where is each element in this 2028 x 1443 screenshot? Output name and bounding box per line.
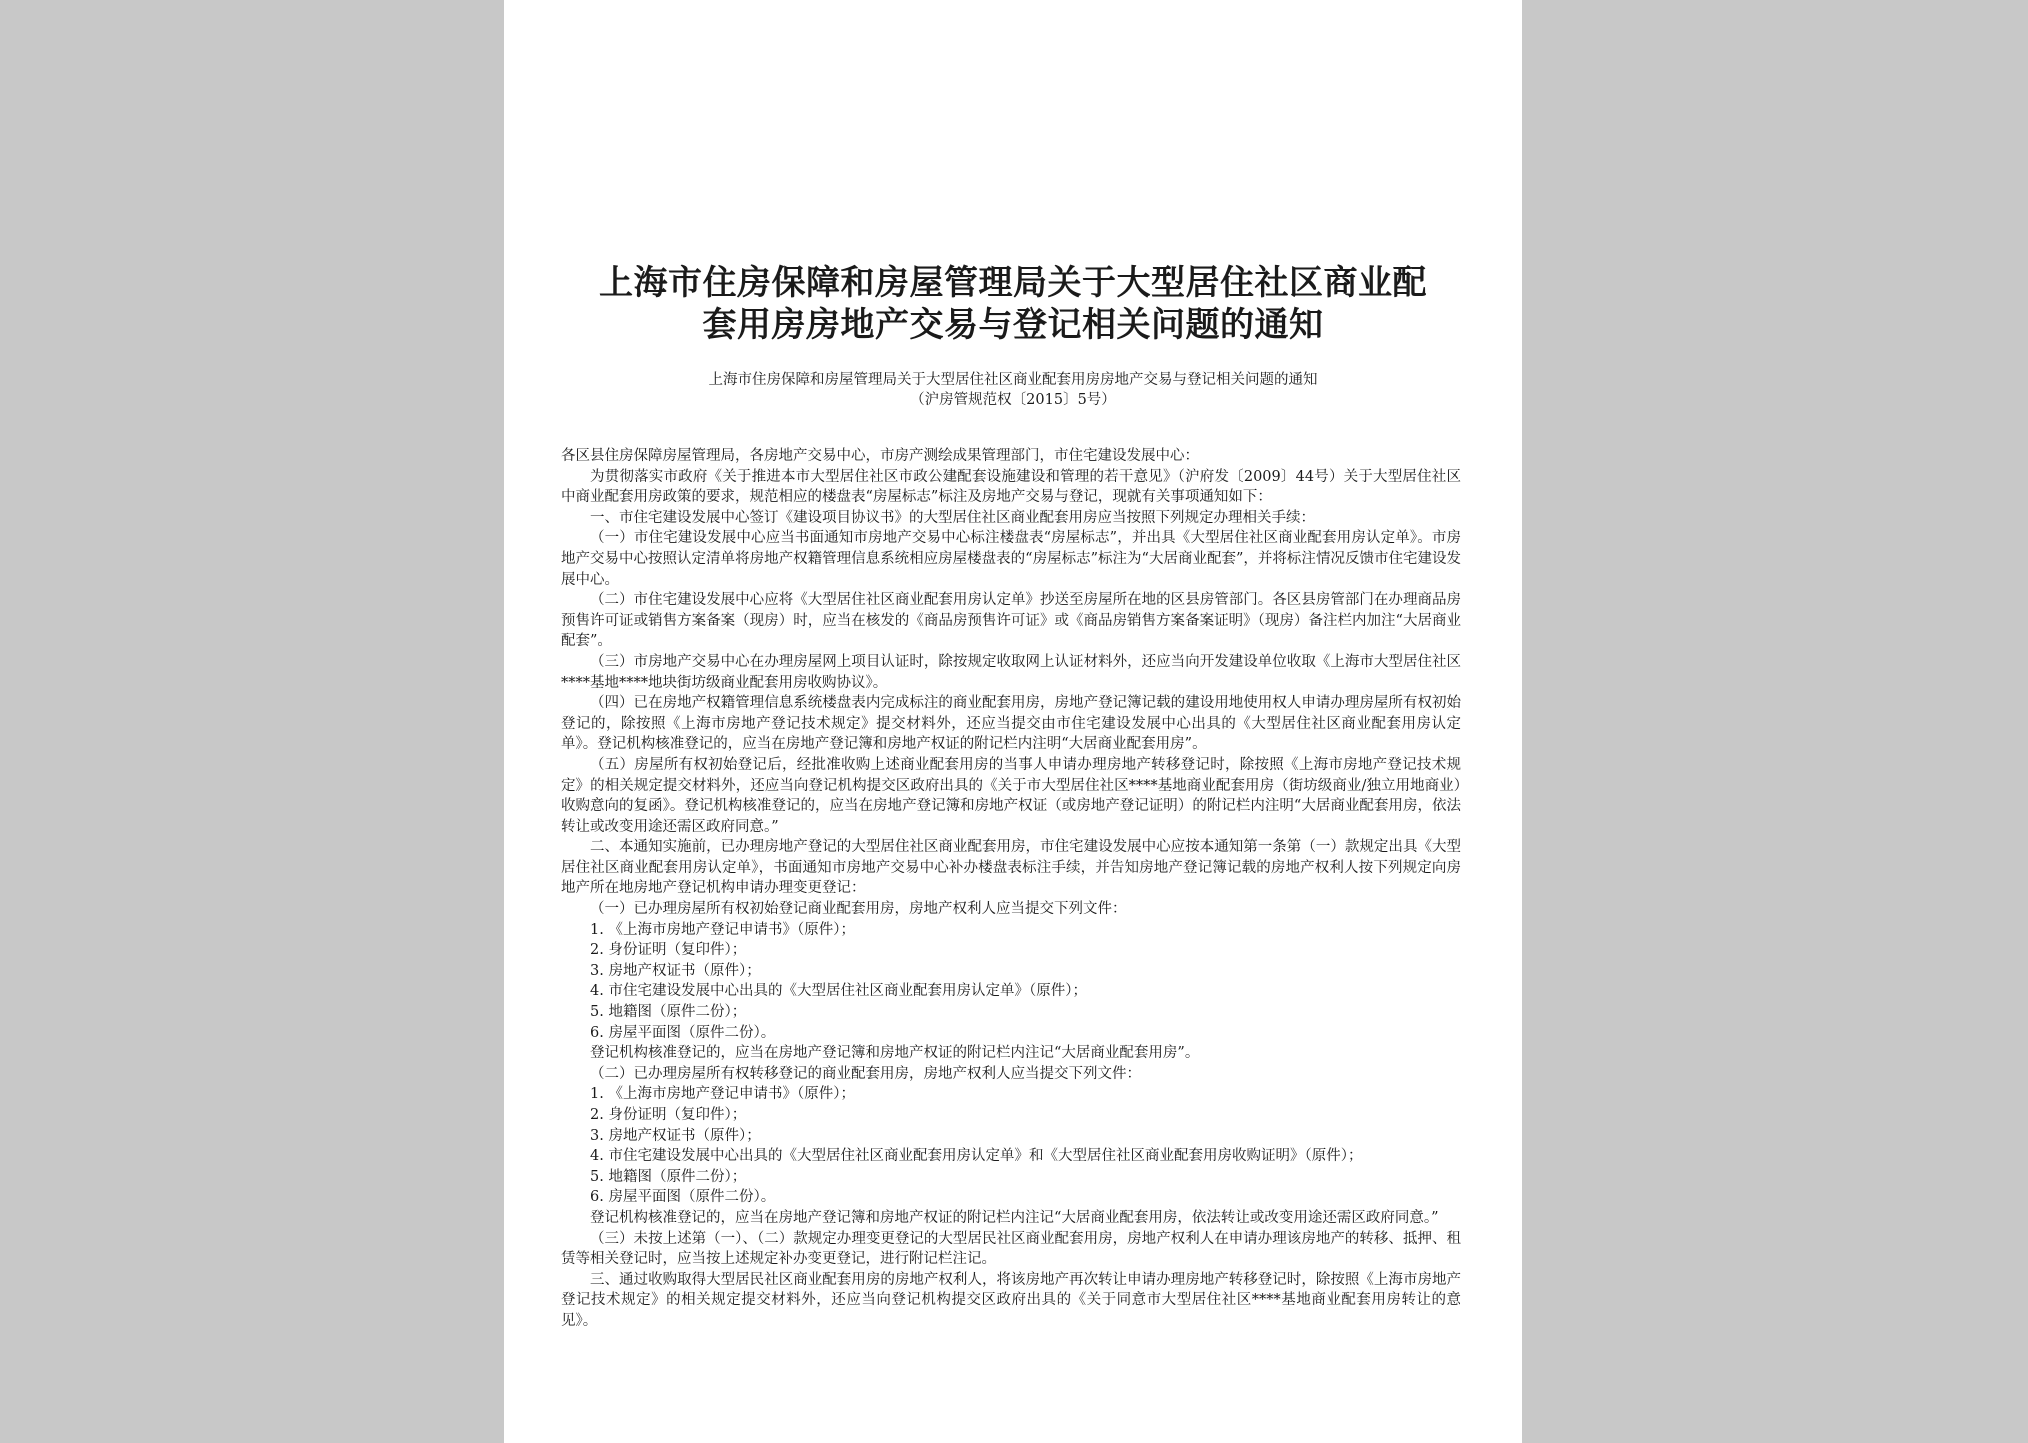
document-number: （沪房管规范权〔2015〕5号） <box>910 392 1116 408</box>
paragraph: 各区县住房保障房屋管理局，各房地产交易中心，市房产测绘成果管理部门，市住宅建设发展中心： <box>561 448 1199 464</box>
subtitle-line-1: 上海市住房保障和房屋管理局关于大型居住社区商业配套用房房地产交易与登记相关问题的通知 <box>708 372 1318 388</box>
paragraph: 2. 身份证明（复印件）； <box>590 1107 747 1123</box>
document-body <box>561 446 1461 1332</box>
paragraph: 登记机构核准登记的，应当在房地产登记簿和房地产权证的附记栏内注记“大居商业配套用房”。 <box>590 1045 1200 1062</box>
paragraph: 3. 房地产权证书（原件）； <box>590 962 761 979</box>
document-title <box>504 262 1522 346</box>
title-line-1: 上海市住房保障和房屋管理局关于大型居住社区商业配 <box>599 263 1427 303</box>
paragraph: 4. 市住宅建设发展中心出具的《大型居住社区商业配套用房认定单》（原件）； <box>590 983 1087 1000</box>
document-subtitle <box>504 370 1522 410</box>
paragraph: 登记机构核准登记的，应当在房地产登记簿和房地产权证的附记栏内注记“大居商业配套用房，依法转让或改变用途还需区政府同意。” <box>590 1209 1439 1226</box>
paragraph: 1. 《上海市房地产登记申请书》（原件）； <box>590 1086 855 1103</box>
paragraph: 二、本通知实施前，已办理房地产登记的大型居住社区商业配套用房，市住宅建设发展中心应按本通知第一条第（一）款规定出具《大型居住社区商业配套用房认定单》，书面通知市房地产交易中心补办楼盘表标注手续，并告知房地产登记簿记载的房地产权利人按下列规定向房地产所在地房地产登记机构申请办理变更登记： <box>561 839 1461 897</box>
paragraph: 一、市住宅建设发展中心签订《建设项目协议书》的大型居住社区商业配套用房应当按照下列规定办理相关手续： <box>590 509 1315 526</box>
paragraph: 5. 地籍图（原件二份）； <box>590 1168 747 1185</box>
paragraph: （五）房屋所有权初始登记后，经批准收购上述商业配套用房的当事人申请办理房地产转移登记时，除按照《上海市房地产登记技术规定》的相关规定提交材料外，还应当向登记机构提交区政府出具的《关于市大型居住社区****基地商业配套用房（街坊级商业/独立用地商业）收购意向的复函》。登记机构核准登记的，应当在房地产登记簿和房地产权证（或房地产登记证明）的附记栏内注明“大居商业配套用房，依法转让或改变用途还需区政府同意。” <box>561 756 1461 835</box>
paragraph: 4. 市住宅建设发展中心出具的《大型居住社区商业配套用房认定单》和《大型居住社区商业配套用房收购证明》（原件）； <box>590 1148 1363 1165</box>
paragraph: 3. 房地产权证书（原件）； <box>590 1127 761 1144</box>
paragraph: （一）已办理房屋所有权初始登记商业配套用房，房地产权利人应当提交下列文件： <box>590 901 1127 918</box>
paragraph: （二）已办理房屋所有权转移登记的商业配套用房，房地产权利人应当提交下列文件： <box>590 1065 1141 1082</box>
paragraph: （四）已在房地产权籍管理信息系统楼盘表内完成标注的商业配套用房，房地产登记簿记载的建设用地使用权人申请办理房屋所有权初始登记的，除按照《上海市房地产登记技术规定》提交材料外，还应当提交由市住宅建设发展中心出具的《大型居住社区商业配套用房认定单》。登记机构核准登记的，应当在房地产登记簿和房地产权证的附记栏内注明“大居商业配套用房”。 <box>561 695 1461 753</box>
paragraph: （一）市住宅建设发展中心应当书面通知市房地产交易中心标注楼盘表“房屋标志”，并出具《大型居住社区商业配套用房认定单》。市房地产交易中心按照认定清单将房地产权籍管理信息系统相应房屋楼盘表的“房屋标志”标注为“大居商业配套”，并将标注情况反馈市住宅建设发展中心。 <box>561 530 1461 588</box>
paragraph: （二）市住宅建设发展中心应将《大型居住社区商业配套用房认定单》抄送至房屋所在地的区县房管部门。各区县房管部门在办理商品房预售许可证或销售方案备案（现房）时，应当在核发的《商品房预售许可证》或《商品房销售方案备案证明》（现房）备注栏内加注“大居商业配套”。 <box>561 592 1461 650</box>
paragraph: （三）市房地产交易中心在办理房屋网上项目认证时，除按规定收取网上认证材料外，还应当向开发建设单位收取《上海市大型居住社区****基地****地块街坊级商业配套用房收购协议》。 <box>561 653 1461 691</box>
document-page <box>504 0 1522 1443</box>
paragraph: 2. 身份证明（复印件）； <box>590 942 747 959</box>
paragraph: 5. 地籍图（原件二份）； <box>590 1004 747 1021</box>
paragraph: 1. 《上海市房地产登记申请书》（原件）； <box>590 921 855 938</box>
title-line-2: 套用房房地产交易与登记相关问题的通知 <box>702 305 1324 345</box>
paragraph: （三）未按上述第（一）、（二）款规定办理变更登记的大型居民社区商业配套用房，房地产权利人在申请办理该房地产的转移、抵押、租赁等相关登记时，应当按上述规定补办变更登记，进行附记栏注记。 <box>561 1230 1461 1268</box>
paragraph: 6. 房屋平面图（原件二份）。 <box>590 1189 776 1206</box>
paragraph: 6. 房屋平面图（原件二份）。 <box>590 1024 776 1041</box>
paragraph: 为贯彻落实市政府《关于推进本市大型居住社区市政公建配套设施建设和管理的若干意见》（沪府发〔2009〕44号）关于大型居住社区中商业配套用房政策的要求，规范相应的楼盘表“房屋标志”标注及房地产交易与登记，现就有关事项通知如下： <box>561 468 1461 506</box>
paragraph: 三、通过收购取得大型居民社区商业配套用房的房地产权利人，将该房地产再次转让申请办理房地产转移登记时，除按照《上海市房地产登记技术规定》的相关规定提交材料外，还应当向登记机构提交区政府出具的《关于同意市大型居住社区****基地商业配套用房转让的意见》。 <box>561 1271 1461 1329</box>
